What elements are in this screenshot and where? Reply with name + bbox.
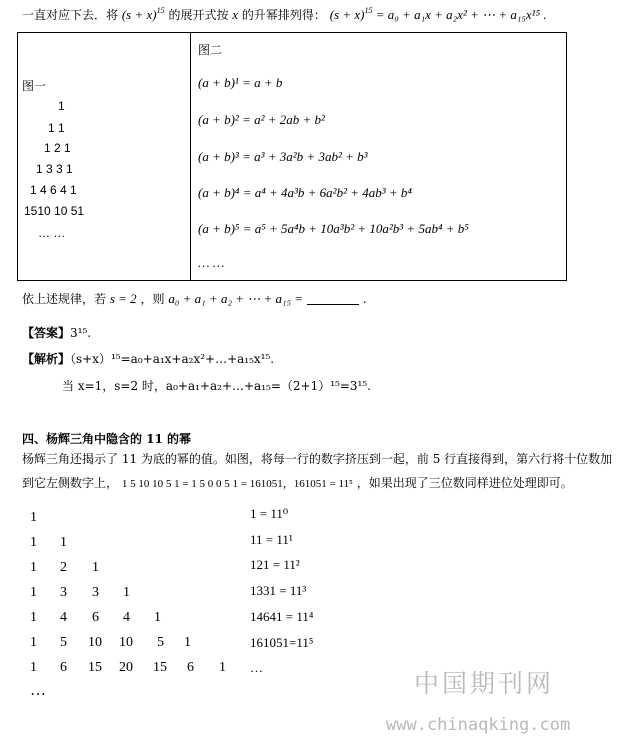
triangle-cell: 2	[60, 560, 67, 575]
question-expression: a₀ + a₁ + a₂ + ⋯ + a₁₅ =	[168, 291, 304, 306]
figure2-row: (a + b)³ = a³ + 3a²b + 3ab² + b³	[198, 149, 368, 164]
paragraph-expression: 1 5 10 10 5 1 = 1 5 0 0 5 1 = 161051，161051 = 11⁵	[121, 478, 353, 490]
power-line: 11 = 11¹	[250, 532, 293, 547]
question-line	[22, 290, 367, 307]
figure2-row: (a + b)² = a² + 2ab + b²	[198, 112, 325, 127]
triangle-cell: 15	[153, 660, 167, 675]
power-line: 121 = 11²	[250, 557, 300, 572]
figure2-row: … …	[198, 255, 225, 270]
intro-mid2: 的升幂排列得：	[241, 8, 326, 22]
triangle-cell: 6	[60, 660, 67, 675]
triangle-cell: 4	[60, 610, 67, 625]
power-line: 14641 = 11⁴	[250, 609, 314, 624]
triangle-cell: 3	[92, 585, 99, 600]
triangle-row: 1	[30, 510, 37, 525]
section-paragraph-1: 杨辉三角还揭示了 11 为底的幂的值。如图，将每一行的数字挤压到一起，前 5 行直接得到，第六行将十位数加	[22, 452, 613, 466]
triangle-cell: 10	[119, 635, 133, 650]
section-heading: 四、杨辉三角中隐含的 11 的幂	[22, 432, 192, 446]
paragraph-text-end: ，如果出现了三位数同样进位处理即可。	[356, 476, 573, 490]
intro-formula: $(s + x)^{15} = a_0 + a_1x + a_2x^2$ + ⋯ + a₁₅x¹⁵ .	[329, 6, 547, 22]
triangle-cell: 10	[88, 635, 102, 650]
triangle-cell: 6	[187, 660, 194, 675]
answer-label: 【答案】	[22, 326, 71, 340]
answer-value: 3¹⁵.	[70, 326, 92, 340]
figure1-row: 1510 10 51	[24, 204, 85, 218]
figure1-row: 1 4 6 4 1	[30, 183, 77, 197]
watermark-url: www.chinaqking.com	[386, 715, 571, 735]
table-divider	[190, 33, 191, 280]
figure1-row: 1 3 3 1	[36, 162, 73, 176]
figure1-row: 1	[58, 99, 65, 113]
triangle-cell: 1	[123, 585, 130, 600]
triangle-cell: 5	[157, 635, 164, 650]
triangle-cell: 1	[92, 560, 99, 575]
question-text: 依上述规律，若	[22, 292, 107, 306]
intro-prefix: 一直对应下去．将	[22, 8, 119, 22]
triangle-cell: 1	[30, 610, 37, 625]
answer-line	[22, 324, 91, 341]
analysis-line-2: 当 x=1，s=2 时，a₀+a₁+a₂+…+a₁₅=（2+1）¹⁵=3¹⁵.	[62, 379, 371, 393]
triangle-cell: 1	[154, 610, 161, 625]
power-ellipsis: …	[250, 660, 263, 675]
figure1-row: 1 2 1	[44, 141, 71, 155]
triangle-cell: 1	[30, 660, 37, 675]
figure1-title: 图一	[22, 79, 47, 93]
figure1-row: 1 1	[48, 121, 65, 135]
power-line: 161051=11⁵	[250, 635, 314, 650]
intro-var: x	[232, 7, 239, 22]
triangle-cell: 20	[119, 660, 133, 675]
intro-mid: 的展开式按	[168, 8, 229, 22]
power-line: 1331 = 11³	[250, 583, 307, 598]
triangle-cell: 15	[88, 660, 102, 675]
intro-line	[22, 6, 547, 23]
triangle-cell: 4	[123, 610, 130, 625]
triangle-cell: 5	[60, 635, 67, 650]
power-line: 1 = 11⁰	[250, 506, 289, 521]
figure2-row: (a + b)¹ = a + b	[198, 75, 283, 90]
triangle-cell: 3	[60, 585, 67, 600]
triangle-cell: 1	[184, 635, 191, 650]
triangle-cell: 1	[30, 635, 37, 650]
figure2-row: (a + b)⁴ = a⁴ + 4a³b + 6a²b² + 4ab³ + b⁴	[198, 185, 412, 200]
paragraph-text: 到它左侧数字上，	[22, 476, 119, 490]
triangle-row: 1	[30, 535, 37, 550]
triangle-cell: 6	[92, 610, 99, 625]
triangle-cell: 1	[60, 535, 67, 550]
figure-table	[17, 32, 567, 281]
triangle-ellipsis: …	[30, 682, 46, 699]
figure2-row: (a + b)⁵ = a⁵ + 5a⁴b + 10a³b² + 10a²b³ + 5ab⁴ + b⁵	[198, 221, 469, 236]
figure2-title: 图二	[198, 43, 223, 57]
triangle-cell: 1	[30, 585, 37, 600]
analysis-text: （s+x）¹⁵=a₀+a₁x+a₂x²+…+a₁₅x¹⁵.	[70, 352, 275, 366]
question-condition: s = 2	[109, 291, 137, 306]
question-text-2: ，则	[140, 292, 165, 306]
question-end: .	[362, 292, 367, 306]
figure1-row: … …	[38, 226, 66, 240]
analysis-line-1	[22, 350, 274, 367]
analysis-label: 【解析】	[22, 352, 71, 366]
answer-blank	[307, 294, 359, 305]
triangle-cell: 1	[219, 660, 226, 675]
watermark-cn: 中国期刊网	[414, 669, 555, 698]
intro-expr: $(s + x)^{15}$	[121, 6, 165, 22]
section-paragraph-2	[22, 474, 573, 491]
triangle-cell: 1	[30, 560, 37, 575]
